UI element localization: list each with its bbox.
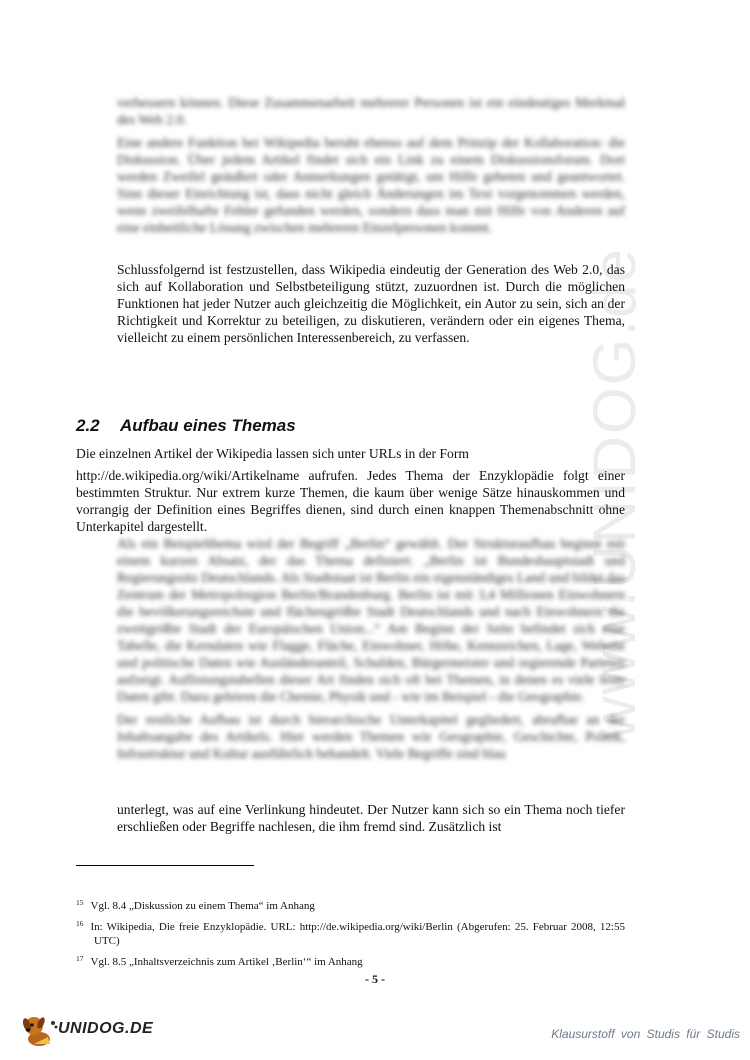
logo-text: UNIDOG.DE: [58, 1020, 154, 1037]
footnote-number: 15: [76, 898, 84, 907]
footer-tagline: Klausurstoff von Studis für Studis: [551, 1027, 740, 1041]
intro-paragraph: [76, 445, 625, 535]
footnote-text: Vgl. 8.4 „Diskussion zu einem Thema“ im Anhang: [90, 900, 315, 912]
footnote-number: 16: [76, 919, 84, 928]
page-number: - 5 -: [365, 972, 385, 986]
footnote: [76, 952, 625, 969]
intro-body: http://de.wikipedia.org/wiki/Artikelname aufrufen. Jedes Thema der Enzyklopädie folgt einer bestimmten Struktur. Nur extrem kurze Themen, die kaum über wenige Sätze hinauskommen und vorrangig der Definition eines Begriffes dienen, sind durch einen knappen Themenabschnitt ohne Unterkapitel dargestellt.: [76, 468, 625, 534]
section-number: 2.2: [76, 416, 100, 435]
footnote-separator: [76, 865, 254, 866]
footnote: [76, 896, 625, 913]
footnote-text: In: Wikipedia, Die freie Enzyklopädie. URL: http://de.wikipedia.org/wiki/Berlin (Abgerufen: 25. Februar 2008, 12:55 UTC): [90, 921, 625, 947]
blurred-paragraph: Der restliche Aufbau ist durch hierarchische Unterkapitel gegliedert, abrufbar an der Inhaltsangabe des Artikels. Hier werden Themen wie Geographie, Geschichte, Politik, Infrastruktur und Kultur ausführlich behandelt. Viele Begriffe sind blau: [117, 712, 625, 761]
section-heading: [76, 416, 296, 436]
blurred-text-middle: [117, 535, 625, 762]
blurred-paragraph: Als ein Beispielthema wird der Begriff „Berlin“ gewählt. Der Strukturaufbau beginnt mit einem kurzen Absatz, der das Thema definiert: „Berlin ist Bundeshauptstadt und Regierungssitz Deutschlands. Als Stadtstaat ist Berlin ein eigenständiges Land und bildet das Zentrum der Metropolregion Berlin/Brandenburg. Berlin ist mit 3,4 Millionen Einwohnern die bevölkerungsreichste und flächengrößte Stadt Deutschlands und nach Einwohnern die zweitgrößte Stadt der Europäischen Union...“ Am Beginn der Seite befindet sich eine Tabelle, die Kerndaten wie Flagge, Fläche, Einwohner, Höhe, Kennzeichen, Lage, Website und politische Daten wie Ausländeranteil, Schulden, Bürgermeister und regierende Parteien aufzeigt. Auflistungstabellen dieser Art finden sich oft bei Themen, in denen es viele feste Daten gibt. Dazu gehören die Chemie, Physik und - wie im Beispiel - die Geographie.: [117, 536, 625, 704]
conclusion-paragraph: Schlussfolgernd ist festzustellen, dass Wikipedia eindeutig der Generation des Web 2.0, das sich auf Kollaboration und Selbstbeteiligung stützt, zuzuordnen ist. Durch die möglichen Funktionen hat jeder Nutzer auch gleichzeitig die Möglichkeit, ein Autor zu sein, sich an der Richtigkeit und Korrektur zu beteiligen, zu diskutieren, verändern oder ein eigenes Thema, vielleicht zu einem persönlichen Interessenbereich, zu verfassen.: [117, 262, 625, 345]
section-title: Aufbau eines Themas: [120, 416, 296, 435]
intro-first-line: Die einzelnen Artikel der Wikipedia lassen sich unter URLs in der Form: [76, 446, 469, 461]
footnotes: [76, 896, 625, 973]
blurred-paragraph: verbessern können. Diese Zusammenarbeit mehrerer Personen ist ein eindeutiges Merkmal des Web 2.0.: [117, 95, 625, 127]
footnote-number: 17: [76, 954, 84, 963]
unidog-logo[interactable]: [20, 1013, 160, 1047]
blurred-text-top: [117, 94, 625, 236]
blurred-paragraph: Eine andere Funktion bei Wikipedia beruht ebenso auf dem Prinzip der Kollaboration: die Diskussion. Über jedem Artikel findet sich ein Link zu einem Diskussionsforum. Dort werden Zweifel geäußert oder Anmerkungen getätigt, um Hilfe gebeten und geantwortet. Sinn dieser Einrichtung ist, dass nicht gleich Änderungen im Text vorgenommen werden, wenn zweifelhafte Fehler gefunden werden, sondern dass man mit Hilfe von Anderen auf eine einheitliche Lösung zwischen mehreren Einzelpersonen kommt.: [117, 135, 625, 235]
footnote-text: Vgl. 8.5 „Inhaltsverzeichnis zum Artikel ‚Berlin‘“ im Anhang: [90, 956, 363, 968]
linking-paragraph: unterlegt, was auf eine Verlinkung hindeutet. Der Nutzer kann sich so ein Thema noch tiefer erschließen oder Begriffe nachlesen, die ihm fremd sind. Zusätzlich ist: [117, 802, 625, 834]
watermark: www.UNIDOG.de: [581, 247, 648, 740]
dog-mascot-icon: [20, 1013, 60, 1047]
footnote: [76, 917, 625, 948]
